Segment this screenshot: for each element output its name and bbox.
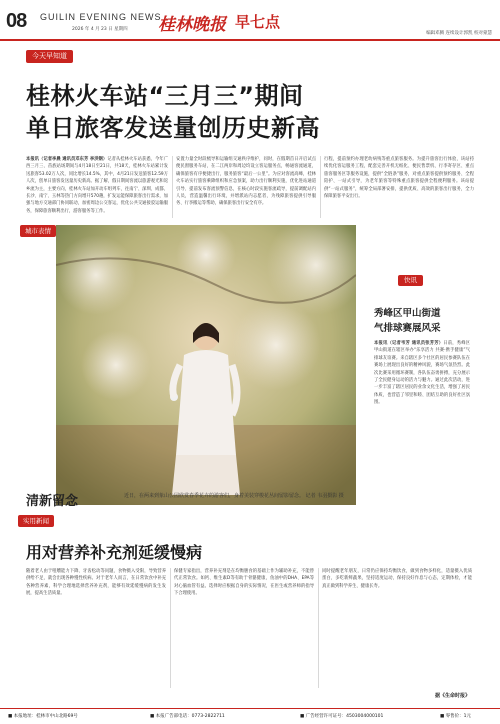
side-byline: 本报讯（记者韦芳 通讯员张芳芳） [374,341,444,346]
article2-column-1 [26,568,166,688]
article1-col1-text: 记者从桂林火车站获悉，今年广西三月三、苗族站场期间与4月18日至21日，共18天，桂林火车站累计发送旅客53.02万人次，同比增长14.5%，其中，4月21日发送旅客12.59万人次，创单日旅客发送量历史新高。据了解，假日期间客流以旅游观光和返乡流为主，主要方向，桂林火车站加开动车组列车，往南宁、深圳、成都、长沙、南宁、玉林等热门方向增开570趟，扩发运能保障旅客出行需求，加强与地方交通部门协同联动，加密周边公交客运，优化公共交通接驳运输服务，保障旅客顺利出行，游客服务等工作。 [26,157,168,214]
brand-main: 桂林晚报 [158,15,226,35]
footer [0,710,500,724]
article2-column-2 [174,568,314,688]
quick-news-tag: 快讯 [398,275,423,286]
bottom-section-tag: 实用新闻 [18,515,54,527]
article1-col2-text: 安置力量全时段梳导和运输组交通秩序维护，同时，在假期首日开启试点便民窗服务车站，在二江两岸和周边均设立客运服务点，畅通客流通道，确保旅客有序便捷出行，服务旅客“最后一公里”。为应对客流高峰，桂林火车站实行旅客乘降组织和应急预案，助力出行顺利实施，优化进站通道引导、提前发布客流预警信息，在核心时段实施客流疏导，提前调配站内人员，营造温馨出行环境，并增派站内志愿者，为残障旅客提供引导服务、行李搬运等帮助，确保旅客出行安全有序。 [176,157,316,207]
footer-address: ■ 本报地址：桂林市中山北路69号 [8,714,78,719]
photo-caption-title: 清新留念 [26,494,79,509]
article1-column-3 [324,156,474,218]
photo-illustration [56,225,356,505]
headline-line-2: 单日旅客发送量创历史新高 [26,114,320,142]
footer-license: ■ 广告经营许可证号：4503004000101 [300,714,384,719]
headline-line-1: 桂林火车站“三月三”期间 [26,82,304,110]
footer-divider [0,708,500,709]
main-headline [26,80,320,144]
photo-section-tag: 城市表情 [20,225,56,237]
section-tag: 今天早知道 [26,50,73,63]
side-headline-line-1: 秀峰区甲山街道 [374,308,441,319]
photo-caption [124,492,364,500]
side-headline-line-2: 气排球赛展风采 [374,323,441,334]
article2-column-3 [322,568,472,688]
photo-credit: 记者 韦羽摄影 摄 [305,493,344,499]
masthead [0,0,500,40]
brand-sub: 早七点 [235,13,281,31]
article1-column-1 [26,156,168,215]
footer-price: ■ 零售价：1元 [440,714,472,719]
article2-col1-text: 随着老人由于咀嚼能力下降、牙齿松动等问题，食物摄入受限，导致营养供给不足，就会出现各种慢性疾病。对于老年人而言，在日常饮食中补充各种营养素，科学合理地选择营养补充剂，能够有效延缓慢病的发生发展，提高生活质量。 [26,569,166,597]
footer-ad-phone: ■ 本报广告部电话：0773-2822711 [150,714,225,719]
article2-source: 据《生命时报》 [434,693,470,699]
article1-column-2 [176,156,316,218]
editors-line: 编辑邓腾 连续设计郭凯 校对蒙慧 [426,31,492,36]
article1-byline: 本报讯（记者李晨 通讯员邓东芳 李洪钢） [26,157,108,162]
article1-col3-text: 行程，提前预约办理老幼病残等重点旅客服务。为提升旅客出行体验，该站持续优化客运服务工程，配套完善开机无纸化、便民售票机、行李寄存区、重点旅客服务区等服务设施，提供“全链条”服务，对重点旅客提供预约服务、全程陪护、一站式引导，为老年旅客等特殊重点旅客提供全程便利服务。该站提供“一站式服务”，统筹全局部署安排，提供优质、高效的旅客出行服务，全力保障旅客平安出行。 [324,157,474,200]
side-article-body [374,340,470,470]
masthead-divider [0,39,500,41]
page-number: 08 [6,10,27,32]
side-article-text: 日前，秀峰区甲山街道在辖区举办“乐享活力 共赛·携手健康”气排球友谊赛。来自辖区多个社区的居民参赛队伍在赛场上展现出良好的精神风貌，赛场气氛热烈。此次比赛采用循环赛制，各队伍奋勇拼搏，充分展示了全民健身运动的活力与魅力。通过此次活动，进一步丰富了辖区居民的业余文化生活，增强了居民体质，也营造了邻里和睦、团结互助的良好社区氛围。 [374,341,470,406]
side-headline [374,306,441,336]
article2-col2-text: 保健专家指出，营养补充剂是在均衡膳食的基础上作为辅助补充，不能替代正常饮食。如钙、维生素D等有助于骨骼健康，鱼油中的DHA、EPA等对心脑血管有益。选择时应根据自身的实际情况，在医生或营养师的指导下合理使用。 [174,569,314,597]
second-headline: 用对营养补充剂延缓慢病 [26,543,203,562]
photo-caption-text: 近日，在两来到象山公园欣赏春季花卉的游客们，身着美装穿梭花丛间留影留念。 [124,493,305,499]
feature-photo [56,225,356,505]
article2-col3-text: 同时提醒老年朋友，日常仍应保持均衡饮食，做到食物多样化，适量摄入优质蛋白，多吃新鲜蔬果，坚持适度运动，保持良好作息与心态，定期体检，才能真正做到科学养生、健康长寿。 [322,569,472,589]
dateline: 2026 年 4 月 23 日 星期四 [72,27,128,32]
paper-name-english: GUILIN EVENING NEWS [40,12,162,22]
